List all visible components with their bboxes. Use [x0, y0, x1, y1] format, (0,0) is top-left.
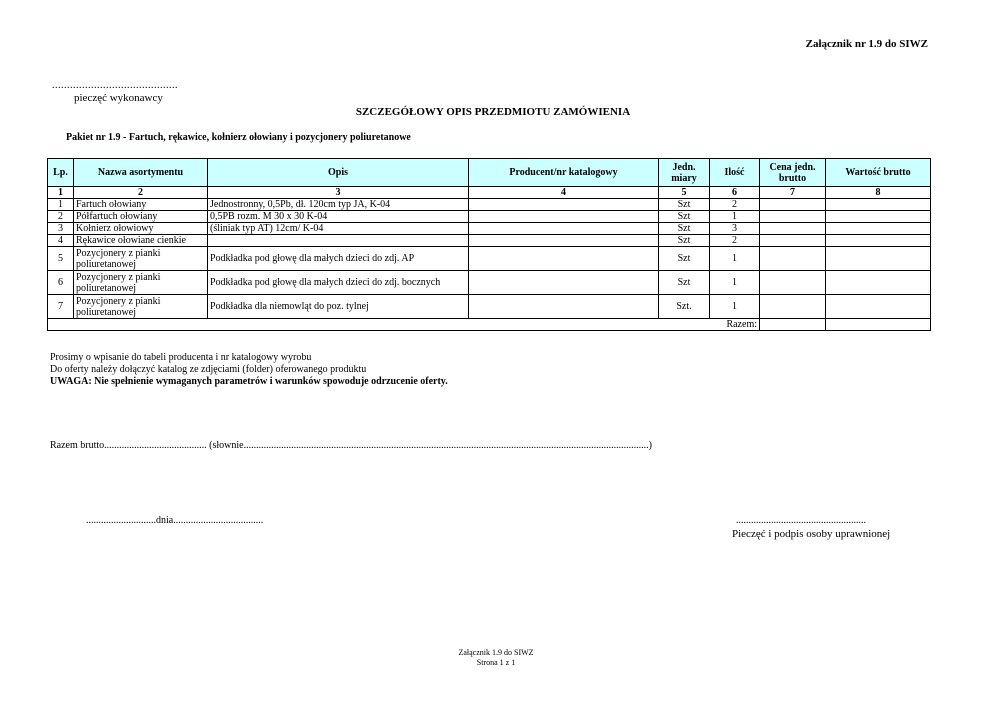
row-description: Podkładka dla niemowląt do poz. tylnej — [208, 295, 469, 319]
row-name: Półfartuch ołowiany — [74, 211, 208, 223]
row-price-cell[interactable] — [760, 199, 826, 211]
row-unit: Szt — [659, 247, 710, 271]
total-row — [48, 319, 931, 331]
header-unit-price: Cena jedn. brutto — [760, 159, 826, 187]
row-description: Podkładka pod głowę dla małych dzieci do zdj. AP — [208, 247, 469, 271]
row-value-cell[interactable] — [826, 223, 931, 235]
footer-annex: Załącznik 1.9 do SIWZ — [458, 648, 534, 657]
row-producer-cell[interactable] — [469, 271, 659, 295]
table-row — [48, 295, 931, 319]
row-unit: Szt. — [659, 295, 710, 319]
package-label: Pakiet nr 1.9 - Fartuch, rękawice, kołnierz ołowiany i pozycjonery poliuretanowe — [66, 132, 411, 143]
table-header-row — [48, 159, 931, 187]
row-quantity: 1 — [710, 271, 760, 295]
header-description: Opis — [208, 159, 469, 187]
row-value-cell[interactable] — [826, 199, 931, 211]
row-name: Pozycjonery z pianki poliuretanowej — [74, 247, 208, 271]
column-number-row — [48, 187, 931, 199]
row-lp: 7 — [48, 295, 74, 319]
footer-page-number: Strona 1 z 1 — [476, 658, 516, 667]
table-row — [48, 271, 931, 295]
header-unit: Jedn. miary — [659, 159, 710, 187]
table-row — [48, 247, 931, 271]
column-number: 2 — [74, 187, 208, 199]
row-name: Pozycjonery z pianki poliuretanowej — [74, 271, 208, 295]
row-price-cell[interactable] — [760, 211, 826, 223]
column-number: 7 — [760, 187, 826, 199]
signature-dots: .................................................... — [736, 515, 866, 526]
notes-block — [50, 352, 448, 388]
header-producer: Producent/nr katalogowy — [469, 159, 659, 187]
row-price-cell[interactable] — [760, 247, 826, 271]
row-price-cell[interactable] — [760, 295, 826, 319]
row-producer-cell[interactable] — [469, 247, 659, 271]
row-producer-cell[interactable] — [469, 295, 659, 319]
warning-note: UWAGA: Nie spełnienie wymaganych parametrów i warunków spowoduje odrzucenie oferty. — [50, 376, 448, 387]
row-value-cell[interactable] — [826, 211, 931, 223]
table-row — [48, 223, 931, 235]
column-number: 6 — [710, 187, 760, 199]
header-quantity: Ilość — [710, 159, 760, 187]
row-description: Jednostronny, 0,5Pb, dł. 120cm typ JA, K-04 — [208, 199, 469, 211]
signature-label: Pieczęć i podpis osoby uprawnionej — [732, 528, 891, 540]
header-name: Nazwa asortymentu — [74, 159, 208, 187]
row-unit: Szt — [659, 199, 710, 211]
total-value-cell[interactable] — [826, 319, 931, 331]
row-producer-cell[interactable] — [469, 199, 659, 211]
contractor-stamp-label: pieczęć wykonawcy — [74, 92, 163, 104]
table-row — [48, 211, 931, 223]
row-name: Fartuch ołowiany — [74, 199, 208, 211]
row-description — [208, 235, 469, 247]
row-producer-cell[interactable] — [469, 235, 659, 247]
row-price-cell[interactable] — [760, 235, 826, 247]
note-catalog: Do oferty należy dołączyć katalog ze zdjęciami (folder) oferowanego produktu — [50, 364, 367, 375]
row-quantity: 1 — [710, 295, 760, 319]
row-description: (śliniak typ AT) 12cm/ K-04 — [208, 223, 469, 235]
row-producer-cell[interactable] — [469, 223, 659, 235]
row-name: Kołnierz ołowiowy — [74, 223, 208, 235]
row-quantity: 2 — [710, 235, 760, 247]
date-line: ............................dnia.................................... — [86, 515, 264, 526]
gross-total-line: Razem brutto......................................... (słownie..................................................................................................................................................................) — [50, 440, 652, 451]
row-quantity: 1 — [710, 211, 760, 223]
row-price-cell[interactable] — [760, 271, 826, 295]
stamp-dots: .......................................... — [52, 80, 178, 91]
document-title — [0, 106, 992, 118]
row-name: Pozycjonery z pianki poliuretanowej — [74, 295, 208, 319]
row-description: Podkładka pod głowę dla małych dzieci do zdj. bocznych — [208, 271, 469, 295]
document-title-text: SZCZEGÓŁOWY OPIS PRZEDMIOTU ZAMÓWIENIA — [355, 106, 631, 118]
row-unit: Szt — [659, 271, 710, 295]
column-number: 1 — [48, 187, 74, 199]
row-quantity: 3 — [710, 223, 760, 235]
specification-table — [47, 158, 931, 331]
column-number: 8 — [826, 187, 931, 199]
row-lp: 1 — [48, 199, 74, 211]
column-number: 4 — [469, 187, 659, 199]
total-label: Razem: — [48, 319, 760, 331]
annex-label: Załącznik nr 1.9 do SIWZ — [805, 38, 928, 50]
row-lp: 2 — [48, 211, 74, 223]
row-unit: Szt — [659, 235, 710, 247]
row-value-cell[interactable] — [826, 247, 931, 271]
row-lp: 4 — [48, 235, 74, 247]
header-lp: Lp. — [48, 159, 74, 187]
row-description: 0,5PB rozm. M 30 x 30 K-04 — [208, 211, 469, 223]
row-lp: 6 — [48, 271, 74, 295]
table-row — [48, 235, 931, 247]
column-number: 5 — [659, 187, 710, 199]
total-price-cell[interactable] — [760, 319, 826, 331]
row-value-cell[interactable] — [826, 295, 931, 319]
row-value-cell[interactable] — [826, 235, 931, 247]
row-lp: 5 — [48, 247, 74, 271]
row-producer-cell[interactable] — [469, 211, 659, 223]
row-name: Rękawice ołowiane cienkie — [74, 235, 208, 247]
row-value-cell[interactable] — [826, 271, 931, 295]
row-price-cell[interactable] — [760, 223, 826, 235]
table-row — [48, 199, 931, 211]
row-unit: Szt — [659, 223, 710, 235]
note-producer: Prosimy o wpisanie do tabeli producenta i nr katalogowy wyrobu — [50, 352, 312, 363]
row-quantity: 1 — [710, 247, 760, 271]
column-number: 3 — [208, 187, 469, 199]
row-lp: 3 — [48, 223, 74, 235]
header-gross-value: Wartość brutto — [826, 159, 931, 187]
row-quantity: 2 — [710, 199, 760, 211]
page-footer — [0, 648, 992, 668]
row-unit: Szt — [659, 211, 710, 223]
